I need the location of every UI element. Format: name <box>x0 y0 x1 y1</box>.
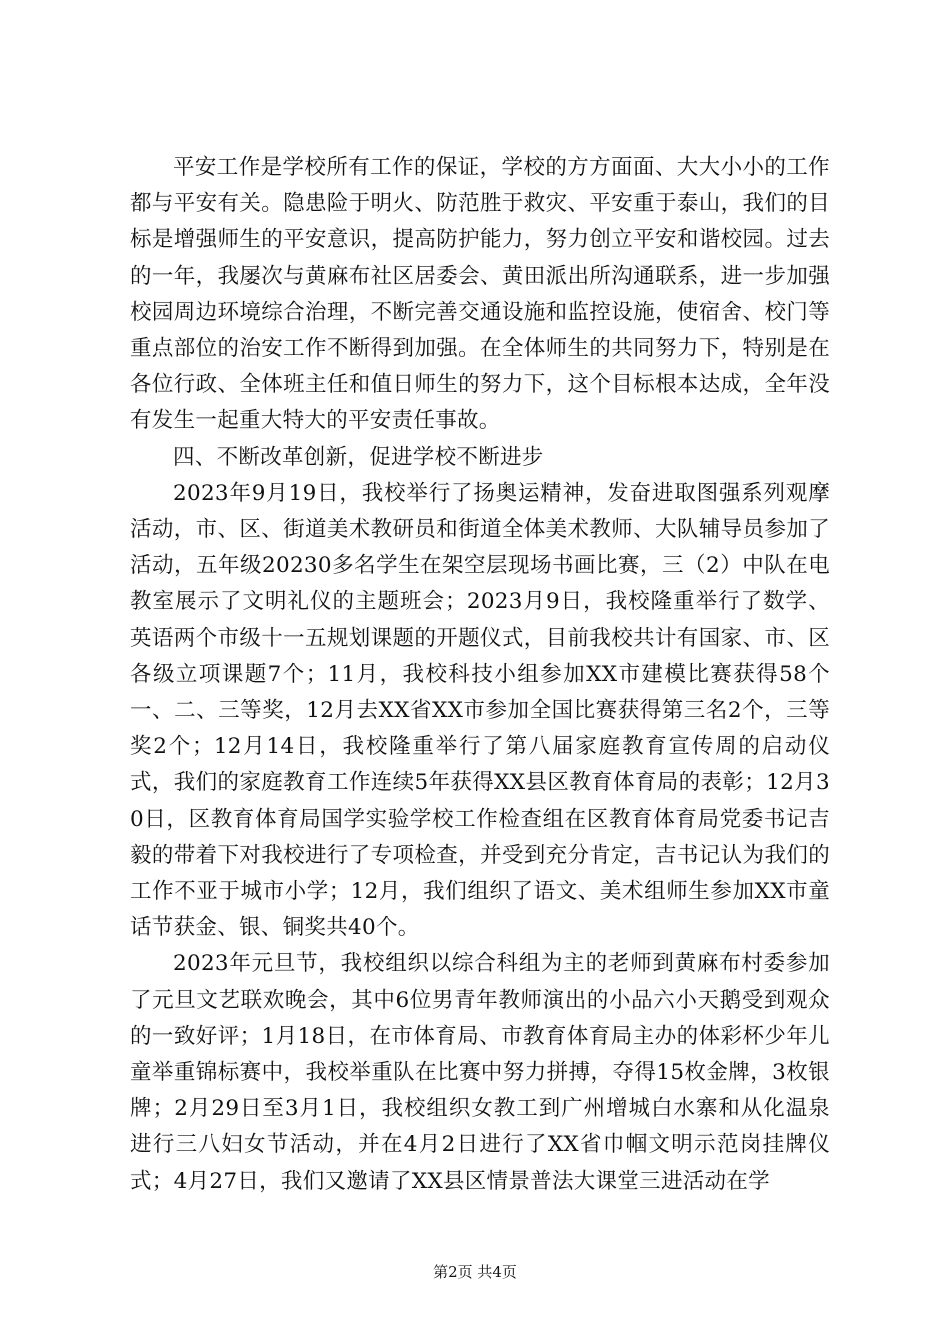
document-body <box>130 150 830 1200</box>
paragraph-activities-new-year: 2023年元旦节，我校组织以综合科组为主的老师到黄麻布村委参加了元旦文艺联欢晚会，其中6位男青年教师演出的小品六小天鹅受到观众的一致好评；1月18日，在市体育局、市教育体育局主办的体彩杯少年儿童举重锦标赛中，我校举重队在比赛中努力拼搏，夺得15枚金牌，3枚银牌；2月29日至3月1日，我校组织女教工到广州增城白水寨和从化温泉进行三八妇女节活动，并在4月2日进行了XX省巾帼文明示范岗挂牌仪式；4月27日，我们又邀请了XX县区情景普法大课堂三进活动在学 <box>130 951 830 1194</box>
paragraph-safety-work: 平安工作是学校所有工作的保证，学校的方方面面、大大小小的工作都与平安有关。隐患险于明火、防范胜于救灾、平安重于泰山，我们的目标是增强师生的平安意识，提高防护能力，努力创立平安和谐校园。过去的一年，我屡次与黄麻布社区居委会、黄田派出所沟通联系，进一步加强校园周边环境综合治理，不断完善交通设施和监控设施，使宿舍、校门等重点部位的治安工作不断得到加强。在全体师生的共同努力下，特别是在各位行政、全体班主任和值日师生的努力下，这个目标根本达成，全年没有发生一起重大特大的平安责任事故。 <box>130 155 830 434</box>
section-heading-reform: 四、不断改革创新，促进学校不断进步 <box>173 444 544 470</box>
page-number-footer: 第2页 共4页 <box>433 1263 517 1281</box>
paragraph-activities-2023-autumn: 2023年9月19日，我校举行了扬奥运精神，发奋进取图强系列观摩活动，市、区、街道美术教研员和街道全体美术教师、大队辅导员参加了活动，五年级20230多名学生在架空层现场书画比赛，三（2）中队在电教室展示了文明礼仪的主题班会；2023月9日，我校隆重举行了数学、英语两个市级十一五规划课题的开题仪式，目前我校共计有国家、市、区各级立项课题7个；11月，我校科技小组参加XX市建模比赛获得58个一、二、三等奖，12月去XX省XX市参加全国比赛获得第三名2个，三等奖2个；12月14日，我校隆重举行了第八届家庭教育宣传周的启动仪式，我们的家庭教育工作连续5年获得XX县区教育体育局的表彰；12月30日，区教育体育局国学实验学校工作检查组在区教育体育局党委书记吉毅的带着下对我校进行了专项检查，并受到充分肯定，吉书记认为我们的工作不亚于城市小学；12月，我们组织了语文、美术组师生参加XX市童话节获金、银、铜奖共40个。 <box>130 480 830 941</box>
